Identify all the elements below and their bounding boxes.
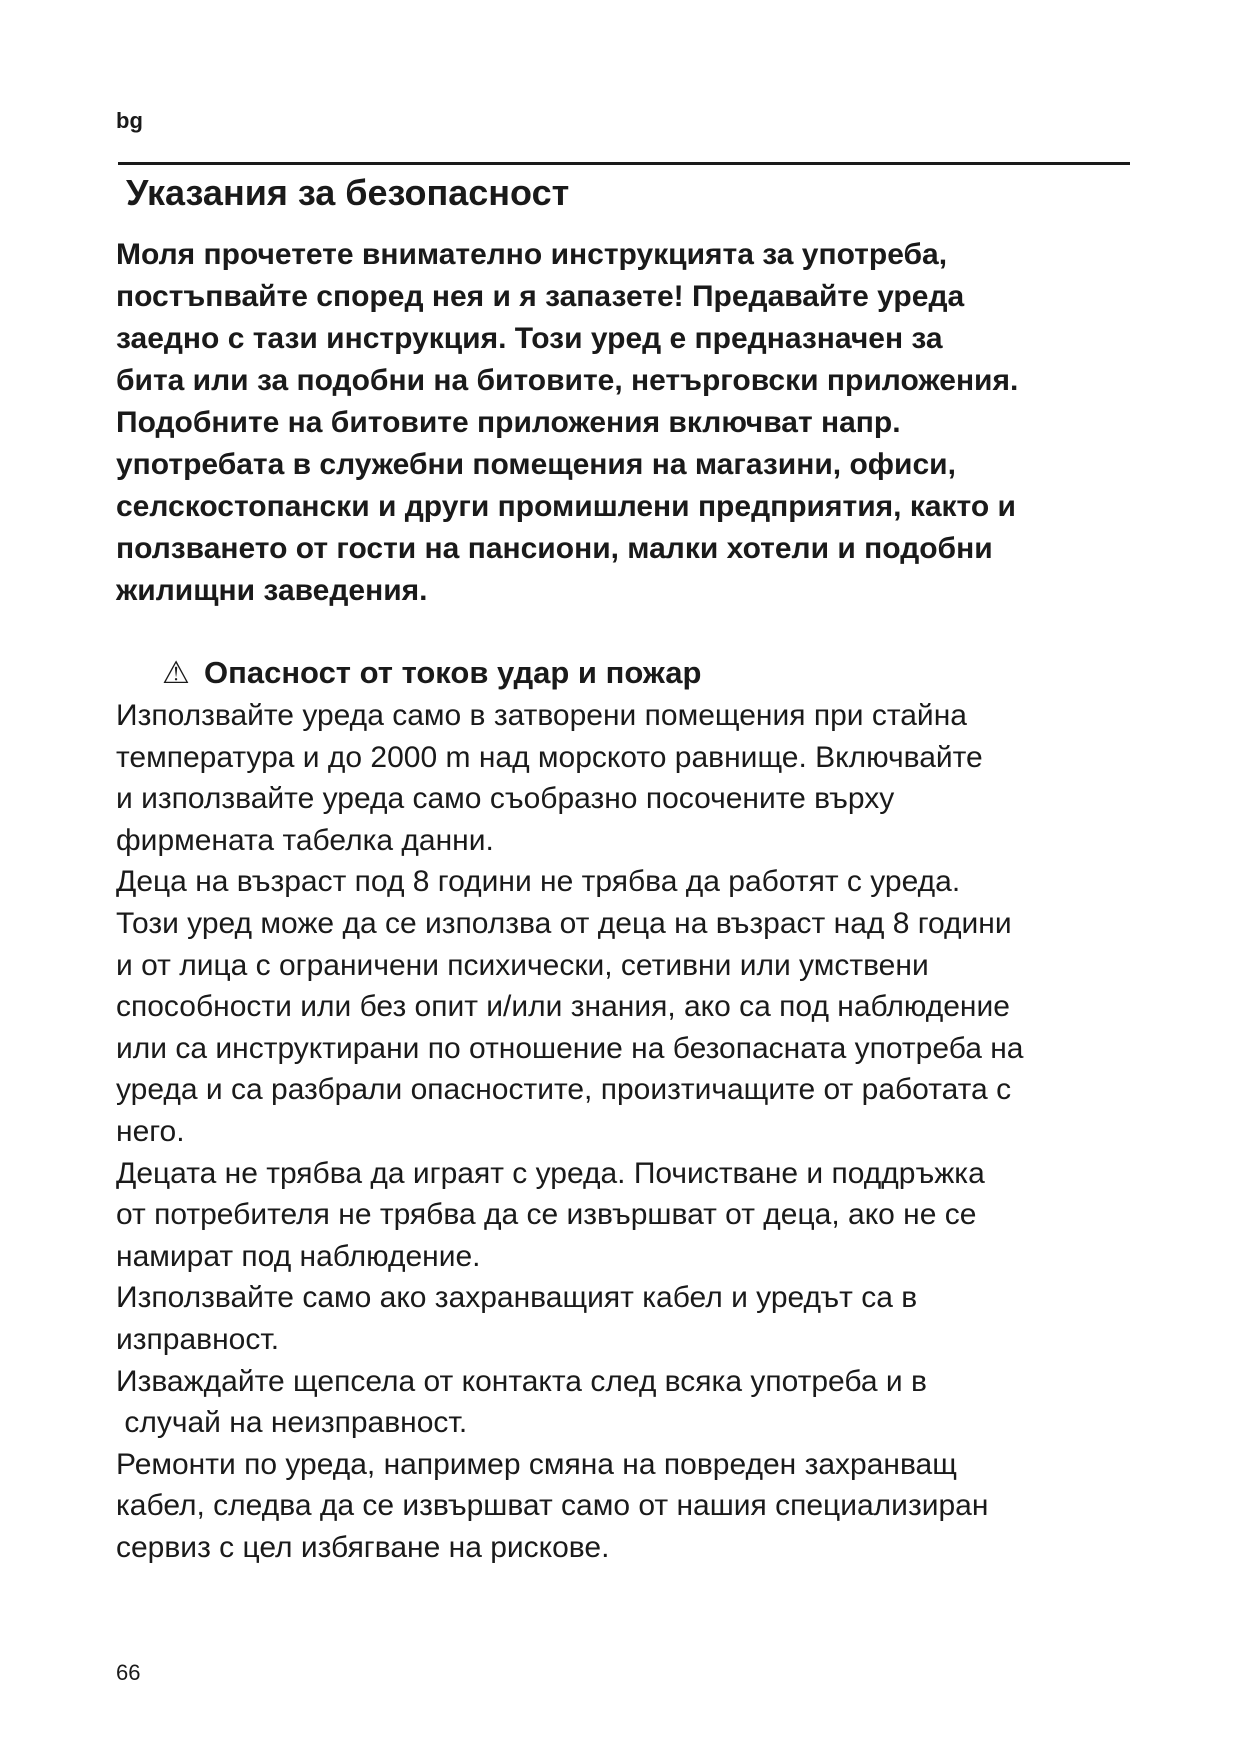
intro-line: Подобните на битовите приложения включват напр. [116,406,901,439]
title-rule [118,162,1130,165]
body-line: от потребителя не трябва да се извършват от деца, ако не се [116,1198,977,1232]
body-line: Използвайте само ако захранващият кабел и уредът са в [116,1281,918,1315]
body-line: него. [116,1114,185,1148]
intro-line: ползването от гости на пансиони, малки хотели и подобни [116,532,993,565]
intro-line: заедно с тази инструкция. Този уред е предназначен за [116,322,943,355]
page-title: Указания за безопасност [126,172,570,213]
intro-line: бита или за подобни на битовите, нетърговски приложения. [116,364,1019,397]
intro-line: употребата в служебни помещения на магазини, офиси, [116,448,956,481]
body-line: Децата не трябва да играят с уреда. Почистване и поддръжка [116,1156,985,1190]
body-line: Деца на възраст под 8 години не трябва да работят с уреда. [116,865,961,899]
warning-triangle-icon: ⚠ [162,655,190,690]
body-line: и използвайте уреда само съобразно посочените върху [116,782,895,816]
body-line: изправност. [116,1322,280,1356]
body-line: Използвайте уреда само в затворени помещения при стайна [116,699,967,732]
intro-paragraph [116,234,1136,612]
safety-body-text [116,695,1156,1568]
page-number: 66 [116,1660,141,1685]
body-line: Изваждайте щепсела от контакта след всяка употреба и в [116,1364,927,1398]
warning-heading [162,652,701,694]
body-line: фирмената табелка данни. [116,823,494,857]
warning-heading-text: Опасност от токов удар и пожар [204,655,702,690]
body-line: или са инструктирани по отношение на безопасната употреба на [116,1031,1024,1065]
body-line: Този уред може да се използва от деца на възраст над 8 години [116,906,1012,940]
intro-line: Моля прочетете внимателно инструкцията за употреба, [116,238,948,271]
body-line: случай на неизправност. [116,1406,468,1440]
body-line: намират под наблюдение. [116,1239,481,1273]
body-line: уреда и са разбрали опасностите, произтичащите от работата с [116,1073,1012,1107]
body-line: температура и до 2000 m над морското равнище. Включвайте [116,740,983,774]
intro-line: жилищни заведения. [116,574,428,607]
language-code: bg [116,108,143,133]
body-line: и от лица с ограничени психически, сетивни или умствени [116,948,929,982]
body-line: способности или без опит и/или знания, ако са под наблюдение [116,990,1010,1024]
intro-line: селскостопански и други промишлени предприятия, както и [116,490,1016,523]
intro-line: постъпвайте според нея и я запазете! Предавайте уреда [116,280,965,313]
body-line: сервиз с цел избягване на рискове. [116,1530,610,1564]
body-line: кабел, следва да се извършват само от нашия специализиран [116,1489,989,1523]
body-line: Ремонти по уреда, например смяна на повреден захранващ [116,1447,957,1481]
